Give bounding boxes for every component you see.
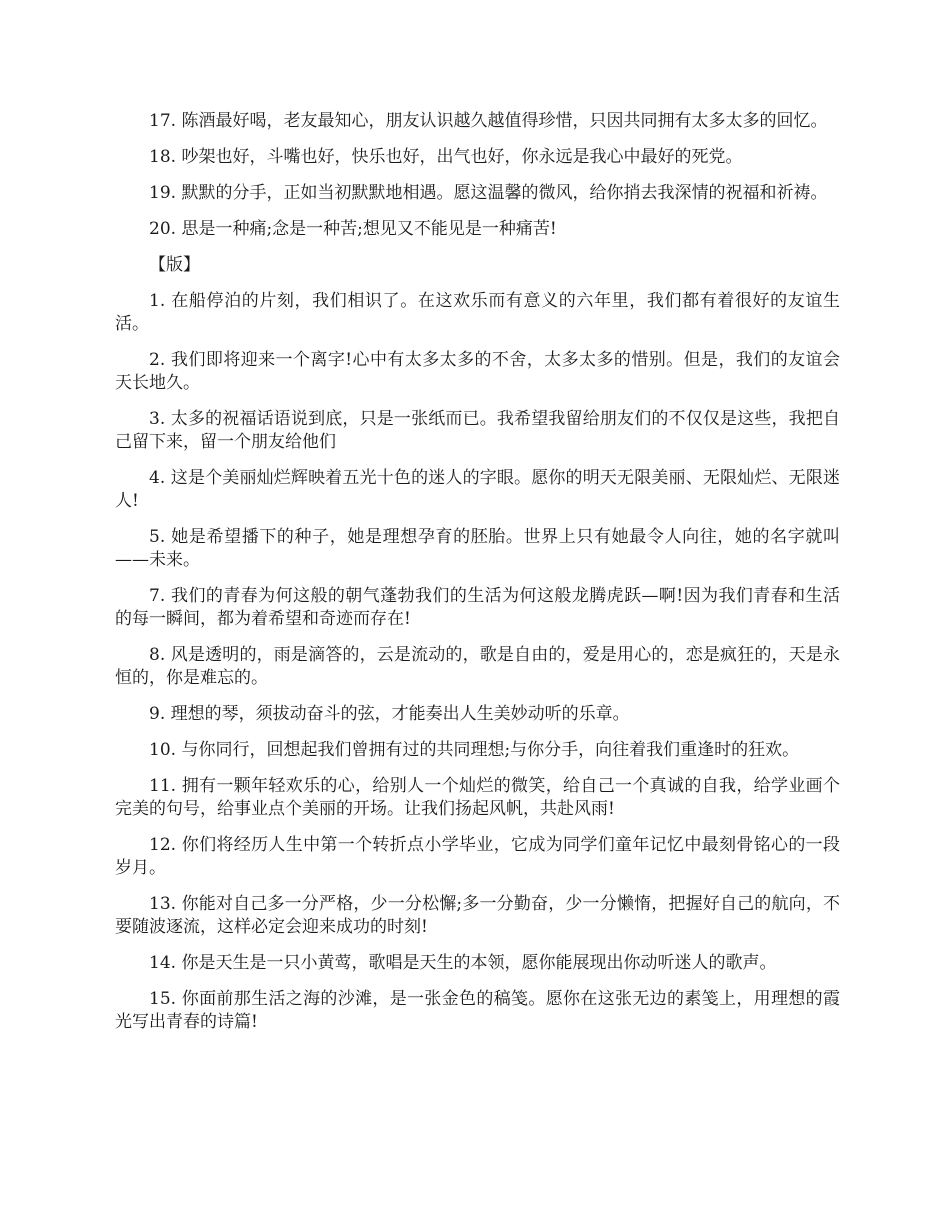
paragraph-7: 7. 我们的青春为何这般的朝气蓬勃我们的生活为何这般龙腾虎跃—啊!因为我们青春和生活的每一瞬间，都为着希望和奇迹而存在! bbox=[115, 586, 840, 629]
paragraph-15: 15. 你面前那生活之海的沙滩，是一张金色的稿笺。愿你在这张无边的素笺上，用理想的霞光写出青春的诗篇! bbox=[115, 989, 840, 1032]
paragraph-11: 11. 拥有一颗年轻欢乐的心，给别人一个灿烂的微笑，给自己一个真诚的自我，给学业画个完美的句号，给事业点个美丽的开场。让我们扬起风帆，共赴风雨! bbox=[115, 776, 840, 819]
section-heading: 【版】 bbox=[149, 255, 200, 275]
document-body bbox=[115, 110, 840, 1047]
paragraph-3: 3. 太多的祝福话语说到底，只是一张纸而已。我希望我留给朋友们的不仅仅是这些，我把自己留下来，留一个朋友给他们 bbox=[115, 409, 840, 452]
paragraph-9: 9. 理想的琴，须拔动奋斗的弦，才能奏出人生美妙动听的乐章。 bbox=[149, 704, 630, 724]
paragraph-13: 13. 你能对自己多一分严格，少一分松懈;多一分勤奋，少一分懒惰，把握好自己的航向，不要随波逐流，这样必定会迎来成功的时刻! bbox=[115, 894, 840, 937]
paragraph-10: 10. 与你同行，回想起我们曾拥有过的共同理想;与你分手，向往着我们重逢时的狂欢。 bbox=[149, 740, 800, 760]
paragraph-20: 20. 思是一种痛;念是一种苦;想见又不能见是一种痛苦! bbox=[149, 219, 557, 239]
paragraph-4: 4. 这是个美丽灿烂辉映着五光十色的迷人的字眼。愿你的明天无限美丽、无限灿烂、无限迷人! bbox=[115, 468, 840, 511]
paragraph-5: 5. 她是希望播下的种子，她是理想孕育的胚胎。世界上只有她最令人向往，她的名字就叫——未来。 bbox=[115, 527, 840, 570]
paragraph-14: 14. 你是天生是一只小黄莺，歌唱是天生的本领，愿你能展现出你动听迷人的歌声。 bbox=[149, 953, 777, 973]
paragraph-19: 19. 默默的分手，正如当初默默地相遇。愿这温馨的微风，给你捎去我深情的祝福和祈祷。 bbox=[149, 183, 828, 203]
paragraph-17: 17. 陈酒最好喝，老友最知心，朋友认识越久越值得珍惜，只因共同拥有太多太多的回忆。 bbox=[149, 111, 828, 131]
paragraph-1: 1. 在船停泊的片刻，我们相识了。在这欢乐而有意义的六年里，我们都有着很好的友谊生活。 bbox=[115, 291, 840, 334]
paragraph-12: 12. 你们将经历人生中第一个转折点小学毕业，它成为同学们童年记忆中最刻骨铭心的一段岁月。 bbox=[115, 835, 840, 878]
paragraph-8: 8. 风是透明的，雨是滴答的，云是流动的，歌是自由的，爱是用心的，恋是疯狂的，天是永恒的，你是难忘的。 bbox=[115, 645, 840, 688]
paragraph-2: 2. 我们即将迎来一个离字!心中有太多太多的不舍，太多太多的惜别。但是，我们的友谊会天长地久。 bbox=[115, 350, 840, 393]
paragraph-18: 18. 吵架也好，斗嘴也好，快乐也好，出气也好，你永远是我心中最好的死党。 bbox=[149, 147, 743, 167]
